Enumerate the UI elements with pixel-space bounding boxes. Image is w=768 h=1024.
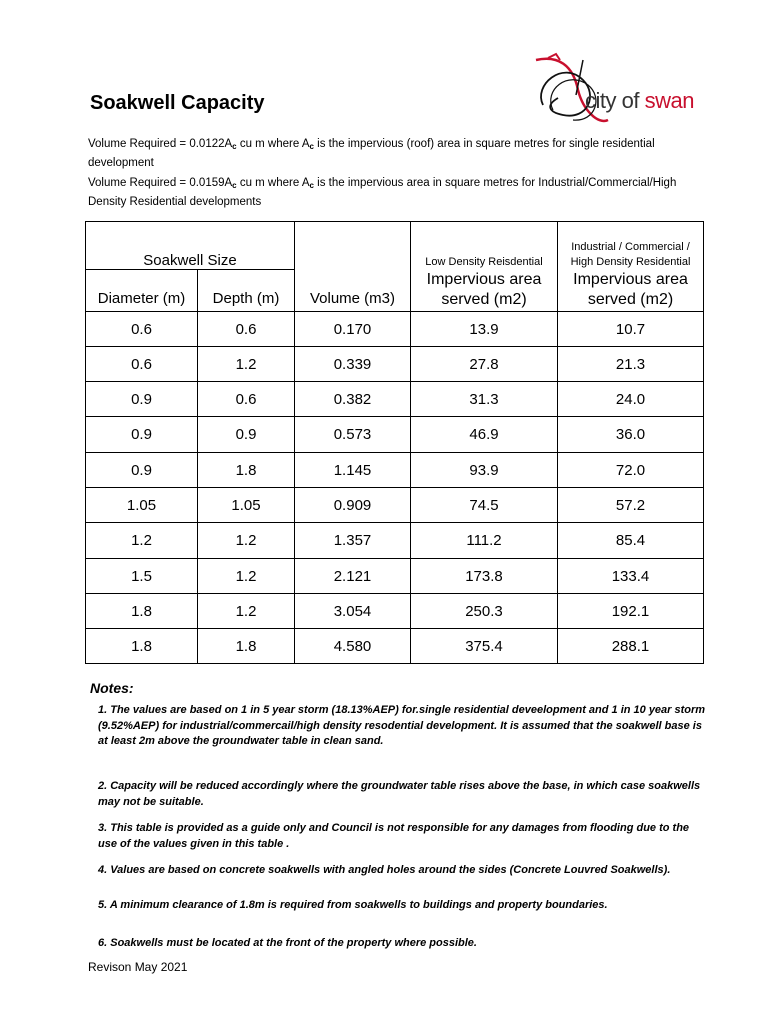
cell-volume: 1.145 [295, 453, 411, 488]
table-row [86, 629, 704, 664]
cell-depth: 0.6 [198, 312, 295, 347]
cell-diameter: 0.6 [86, 312, 198, 347]
cell-depth: 0.9 [198, 417, 295, 453]
low-density-label: Low Density Reisdential [411, 222, 558, 270]
cell-depth: 1.2 [198, 523, 295, 559]
cell-industrial-area: 72.0 [558, 453, 704, 488]
table-row [86, 523, 704, 559]
table-row [86, 312, 704, 347]
cell-low-density-area: 111.2 [411, 523, 558, 559]
cell-diameter: 1.8 [86, 629, 198, 664]
cell-industrial-area: 24.0 [558, 382, 704, 417]
table-row [86, 347, 704, 382]
depth-header: Depth (m) [198, 270, 295, 312]
cell-depth: 1.2 [198, 347, 295, 382]
cell-volume: 0.339 [295, 347, 411, 382]
table-row [86, 488, 704, 523]
cell-industrial-area: 10.7 [558, 312, 704, 347]
notes-heading: Notes: [90, 680, 134, 696]
cell-industrial-area: 36.0 [558, 417, 704, 453]
cell-diameter: 0.9 [86, 382, 198, 417]
cell-low-density-area: 27.8 [411, 347, 558, 382]
note-4: 4. Values are based on concrete soakwells with angled holes around the sides (Concrete Louvred Soakwells). [98, 864, 671, 876]
table-row [86, 559, 704, 594]
note-2: 2. Capacity will be reduced accordingly where the groundwater table rises above the base, in which case soakwells may not be suitable. [98, 780, 701, 808]
cell-low-density-area: 173.8 [411, 559, 558, 594]
table-row [86, 417, 704, 453]
cell-volume: 0.909 [295, 488, 411, 523]
cell-volume: 0.573 [295, 417, 411, 453]
cell-volume: 0.170 [295, 312, 411, 347]
formula-industrial: Volume Required = $0.0159A_c$ cu m where $A_c$ is the impervious area in square metres for Industrial/Commercial/High Density Residential developments [88, 177, 677, 208]
note-5: 5. A minimum clearance of 1.8m is required from soakwells to buildings and property boundaries. [98, 899, 608, 911]
industrial-impervious-header: Impervious area served (m2) [558, 270, 704, 312]
soakwell-table [85, 221, 704, 664]
cell-volume: 0.382 [295, 382, 411, 417]
page-title: Soakwell Capacity [90, 92, 265, 114]
note-6: 6. Soakwells must be located at the front of the property where possible. [98, 937, 477, 949]
cell-diameter: 1.05 [86, 488, 198, 523]
cell-diameter: 0.6 [86, 347, 198, 382]
cell-industrial-area: 133.4 [558, 559, 704, 594]
table-row [86, 594, 704, 629]
cell-diameter: 0.9 [86, 417, 198, 453]
cell-industrial-area: 21.3 [558, 347, 704, 382]
cell-industrial-area: 85.4 [558, 523, 704, 559]
logo-wordmark: city of swan [585, 88, 694, 113]
cell-volume: 1.357 [295, 523, 411, 559]
cell-volume: 4.580 [295, 629, 411, 664]
table-row [86, 453, 704, 488]
volume-header: Volume (m3) [295, 222, 411, 312]
low-density-impervious-header: Impervious area served (m2) [411, 270, 558, 312]
cell-depth: 1.2 [198, 559, 295, 594]
cell-low-density-area: 250.3 [411, 594, 558, 629]
note-3: 3. This table is provided as a guide only and Council is not responsible for any damages from flooding due to the use of the values given in this table . [98, 822, 690, 850]
diameter-header: Diameter (m) [86, 270, 198, 312]
cell-depth: 1.2 [198, 594, 295, 629]
cell-industrial-area: 57.2 [558, 488, 704, 523]
cell-depth: 0.6 [198, 382, 295, 417]
cell-depth: 1.8 [198, 453, 295, 488]
revision-date: Revison May 2021 [88, 960, 188, 974]
cell-depth: 1.05 [198, 488, 295, 523]
cell-low-density-area: 13.9 [411, 312, 558, 347]
formula-single-residential: Volume Required = $0.0122A_c$ cu m where $A_c$ is the impervious (roof) area in square metres for single residential development [88, 138, 655, 169]
cell-diameter: 1.5 [86, 559, 198, 594]
cell-low-density-area: 375.4 [411, 629, 558, 664]
soakwell-size-header: Soakwell Size [86, 222, 295, 270]
cell-low-density-area: 93.9 [411, 453, 558, 488]
cell-industrial-area: 192.1 [558, 594, 704, 629]
cell-volume: 2.121 [295, 559, 411, 594]
cell-diameter: 1.2 [86, 523, 198, 559]
cell-diameter: 1.8 [86, 594, 198, 629]
note-1: 1. The values are based on 1 in 5 year storm (18.13%AEP) for.single residential deveelopment and 1 in 10 year storm (9.52%AEP) for industrial/commercail/high density resodential development. It is assumed that the soakwell base is at least 2m above the groundwater table in clean sand. [98, 704, 706, 747]
cell-low-density-area: 31.3 [411, 382, 558, 417]
cell-industrial-area: 288.1 [558, 629, 704, 664]
cell-volume: 3.054 [295, 594, 411, 629]
cell-low-density-area: 46.9 [411, 417, 558, 453]
table-row [86, 382, 704, 417]
cell-diameter: 0.9 [86, 453, 198, 488]
cell-low-density-area: 74.5 [411, 488, 558, 523]
cell-depth: 1.8 [198, 629, 295, 664]
industrial-label: Industrial / Commercial / High Density Residential [558, 222, 704, 270]
